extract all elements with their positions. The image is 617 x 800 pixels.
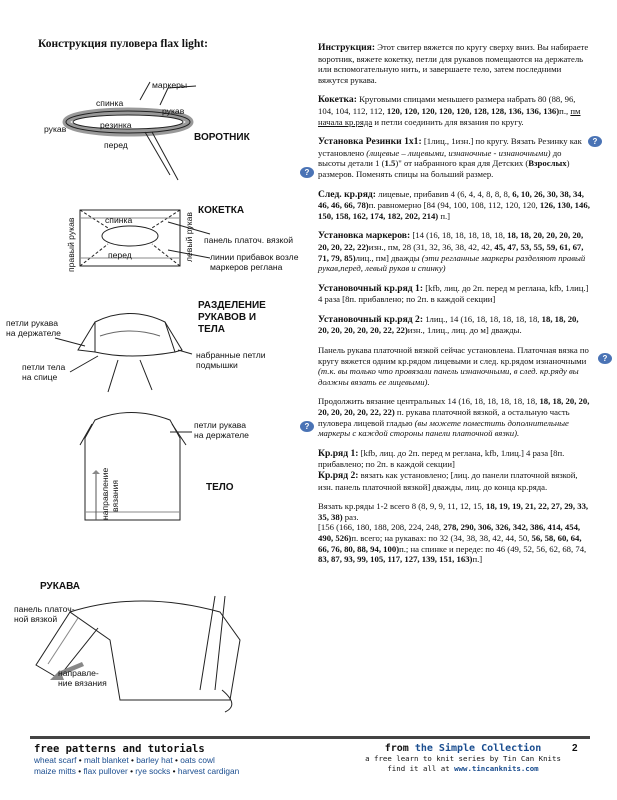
label-markers: маркеры (152, 80, 188, 90)
label-back: спинка (96, 98, 124, 108)
label-body-sleeve-holder-1: петли рукава (194, 420, 247, 430)
setup-round-1-paragraph: Установочный кр.ряд 1: [kfb, лиц. до 2п. перед м реглана, kfb, 1лиц.] 4 раза [8п. прибавлено; по 2п. в каждой секции] (318, 282, 589, 305)
label-body-needle-2: на спице (22, 372, 58, 382)
footer-collection (338, 743, 588, 774)
link-flax-pullover[interactable]: flax pullover (83, 766, 128, 776)
instructions-column (318, 42, 590, 574)
label-underarm-2: подмышки (196, 360, 238, 370)
section-separation-3: ТЕЛА (198, 324, 226, 335)
label-left-sleeve: левый рукав (184, 212, 194, 262)
link-barley-hat[interactable]: barley hat (136, 755, 173, 765)
help-icon[interactable]: ? (300, 167, 314, 178)
repeat-paragraph: Вязать кр.ряды 1-2 всего 8 (8, 9, 9, 11, 12, 15, 18, 19, 19, 21, 22, 27, 29, 33, 35, 38) раз. [156 (166, 180, 188, 208, 224, 248, 278, 290, 306, 326, 342, 386, 414, 454, 490, 526)п. всего; на рукавах: по 32 (34, 38, 38, 42, 44, 50, 56, 58, 60, 64, 66, 76, 80, 88, 94, 100)п.; на спинке и переде: по 46 (49, 52, 56, 62, 68, 74, 83, 87, 93, 99, 105, 117, 127, 139, 151, 163)п.] (318, 501, 589, 565)
garter-panel-paragraph: Панель рукава платочной вязкой сейчас установлена. Платочная вязка по кругу вяжется одним кр.рядом лицевыми и след. кр.рядом изнаночными (т.к. вы только что провязали панель изнаночными, в след. кр.ряду вы должны вязать ее лицевыми). (318, 345, 589, 387)
label-body-needle-1: петли тела (22, 362, 66, 372)
label-sleeve-holder-1: петли рукава (6, 318, 59, 328)
link-malt-blanket[interactable]: malt blanket (83, 755, 129, 765)
separator: • (174, 755, 178, 765)
label-ribbing: резинка (100, 120, 132, 130)
collection-website: find it all at www.tincanknits.com (387, 764, 539, 773)
collection-subtitle: a free learn to knit series by Tin Can Knits (365, 754, 561, 763)
label-body-direction-1: направление (100, 467, 110, 520)
page-title: Конструкция пуловера flax light: (38, 38, 208, 50)
footer-links-row-1 (34, 755, 314, 766)
collection-title: from the Simple Collection (384, 743, 542, 754)
label-body-sleeve-holder-2: на держателе (194, 430, 249, 440)
yoke-paragraph: Кокетка: Круговыми спицами меньшего размера набрать 80 (88, 96, 104, 104, 112, 112, 120, 120, 120, 120, 120, 128, 128, 136, 136, 136)п., пм начала кр.ряда и петли соединить для вязания по кругу. (318, 94, 581, 127)
link-wheat-scarf[interactable]: wheat scarf (34, 755, 77, 765)
label-sleeve-panel-2: ной вязкой (14, 614, 58, 624)
round-1-2-paragraph: Кр.ряд 1: [kfb, лиц. до 2п. перед м реглана, kfb, 1лиц.] 4 раза [8п. прибавлено; по 2п. в каждой секции] Кр.ряд 2: вязать как установлено; [лиц. до панели платочной вязкой, изн. панель платочной вязкой] дважды, лиц. до конца кр.ряда. (318, 447, 578, 492)
separator: • (131, 755, 134, 765)
setup-round-2-paragraph: Установочный кр.ряд 2: 1лиц., 14 (16, 18, 18, 18, 18, 18, 18, 18, 20, 20, 20, 20, 20, 20, 22, 22)изн., 1лиц., лиц. до м] дважды. (318, 313, 579, 336)
link-oats-cowl[interactable]: oats cowl (180, 755, 215, 765)
section-body: ТЕЛО (206, 482, 234, 493)
separator: • (78, 766, 82, 776)
label-sleeve-left: рукав (44, 124, 67, 134)
link-harvest-cardigan[interactable]: harvest cardigan (177, 766, 240, 776)
section-collar: ВОРОТНИК (194, 132, 250, 143)
label-raglan-lines-1: линии прибавок возле (210, 252, 299, 262)
label-right-sleeve: правый рукав (66, 217, 76, 272)
continue-paragraph: Продолжить вязание центральных 14 (16, 18, 18, 18, 18, 18, 18, 18, 20, 20, 20, 20, 20, 20, 22, 22) п. рукава платочной вязкой, а остальную часть пуловера лицевой гладью (вы можете поместить дополнительные маркеры с каждой стороны панели платочной вязки). (318, 396, 590, 439)
next-round-paragraph: След. кр.ряд: лицевые, прибавив 4 (6, 4, 4, 8, 8, 8, 6, 10, 26, 30, 38, 34, 46, 46, 66, 78)п. равномерно [84 (94, 100, 108, 112, 120, 120, 126, 130, 146, 150, 158, 162, 174, 182, 202, 214) п.] (318, 188, 590, 221)
separator: • (172, 766, 176, 776)
ribbing-paragraph: Установка Резинки 1х1: [1лиц., 1изн.] по кругу. Вязать Резинку как установлено (лицевые – лицевыми, изнаночные - изнаночными) до высоты детали 1 (1.5)" от набранного края для Детских (Взрослых) размеров. Поменять спицы на больший размер. (318, 136, 582, 179)
label-sleeve-right: рукав (162, 106, 185, 116)
label-sleeve-direction-1: направле- (58, 668, 99, 678)
intro-paragraph: Инструкция: Этот свитер вяжется по кругу сверху вниз. Вы набираете воротник, вяжете кокетку, петли для рукавов помещаются на держатель или вспомогательную нить, и завершаете тело, затем последними вяжутся рукава. (318, 42, 589, 85)
footer-title: free patterns and tutorials (34, 743, 205, 755)
label-yoke-front: перед (108, 250, 132, 260)
link-rye-socks[interactable]: rye socks (135, 766, 171, 776)
label-yoke-panel: панель платоч. вязкой (204, 235, 293, 245)
footer-divider (30, 736, 590, 739)
label-underarm-1: набранные петли (196, 350, 266, 360)
label-sleeve-direction-2: ние вязания (58, 678, 107, 688)
separator: • (130, 766, 133, 776)
label-sleeve-panel-1: панель платоч- (14, 604, 75, 614)
footer-links-row-2 (34, 766, 314, 777)
page-number: 2 (572, 743, 578, 754)
construction-diagrams (0, 0, 300, 740)
separator: • (78, 755, 82, 765)
label-sleeve-holder-2: на держателе (6, 328, 61, 338)
markers-paragraph: Установка маркеров: [14 (16, 18, 18, 18, 18, 18, 18, 18, 20, 20, 20, 20, 20, 20, 22, 22)изн., пм, 28 (31, 32, 36, 38, 42, 42, 45, 47, 53, 55, 59, 61, 67, 71, 79, 85)лиц., пм] дважды (эти регланные маркеры разделяют правый рукав,перед, левый рукав и спинку) (318, 230, 586, 274)
label-body-direction-2: вязания (110, 479, 120, 512)
help-icon[interactable]: ? (598, 353, 612, 364)
label-yoke-back: спинка (105, 215, 133, 225)
section-yoke: КОКЕТКА (198, 205, 245, 216)
label-raglan-lines-2: маркеров реглана (210, 262, 283, 272)
help-icon[interactable]: ? (588, 136, 602, 147)
website-link[interactable]: www.tincanknits.com (454, 764, 539, 773)
section-separation-2: РУКАВОВ И (198, 312, 257, 323)
link-maize-mitts[interactable]: maize mitts (34, 766, 76, 776)
label-front: перед (104, 140, 128, 150)
help-icon[interactable]: ? (300, 421, 314, 432)
section-separation-1: РАЗДЕЛЕНИЕ (198, 300, 266, 311)
footer-patterns (34, 743, 314, 777)
section-sleeve: РУКАВА (40, 581, 81, 592)
